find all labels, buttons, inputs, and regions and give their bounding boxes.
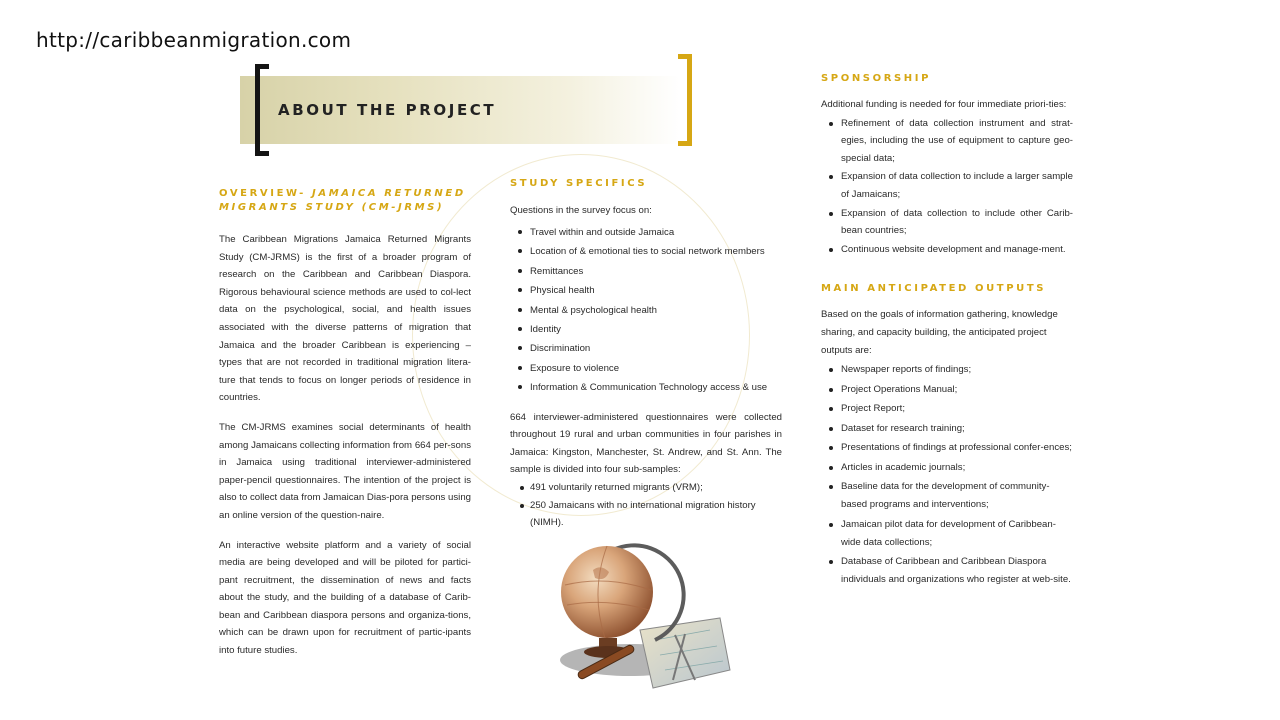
outputs-intro: Based on the goals of information gathering, knowledge sharing, and capacity building, the anticipated project outputs are: <box>821 309 1058 356</box>
list-item: Newspaper reports of findings; <box>821 361 1073 379</box>
right-bracket <box>678 54 692 146</box>
sponsorship-list <box>821 115 1073 259</box>
source-url[interactable]: http://caribbeanmigration.com <box>36 28 352 52</box>
globe-icon <box>535 530 735 705</box>
overview-heading <box>219 187 471 215</box>
list-item: Project Operations Manual; <box>821 381 1073 399</box>
list-item: Location of & emotional ties to social network members <box>510 242 782 261</box>
list-item: Baseline data for the development of community-based programs and interventions; <box>821 478 1073 514</box>
overview-paragraph: An interactive website platform and a variety of social media are being developed and will be piloted for partici-pant recruitment, the dissemination of news and facts about the study, and the building of a database of Carib-bean and Caribbean diaspora persons and organiza-tions, which can be drawn upon for recruitment of partic-ipants into future studies. <box>219 539 471 657</box>
sample-list <box>510 479 782 532</box>
list-item: Expansion of data collection to include other Carib-bean countries; <box>821 205 1073 240</box>
list-item: Refinement of data collection instrument and strat-egies, including the use of equipment to capture geo-special data; <box>821 115 1073 168</box>
list-item: Mental & psychological health <box>510 301 782 320</box>
study-column <box>510 177 782 532</box>
study-list <box>510 223 782 398</box>
sponsorship-intro: Additional funding is needed for four immediate priori-ties: <box>821 99 1067 110</box>
study-heading: STUDY SPECIFICS <box>510 178 648 189</box>
list-item: Remittances <box>510 262 782 281</box>
overview-heading-part2: JAMAICA RETURNED <box>312 188 466 199</box>
sample-text-continued: (NIMH). <box>530 517 564 529</box>
list-item: Articles in academic journals; <box>821 459 1073 477</box>
list-item: Jamaican pilot data for development of Caribbean-wide data collections; <box>821 516 1073 552</box>
overview-column <box>219 187 471 672</box>
left-bracket <box>255 64 269 156</box>
list-item: Discrimination <box>510 339 782 358</box>
list-item: Expansion of data collection to include a larger sample of Jamaicans; <box>821 168 1073 203</box>
right-column <box>821 72 1073 591</box>
overview-heading-part1: OVERVIEW- <box>219 188 306 199</box>
list-item: 491 voluntarily returned migrants (VRM); <box>510 479 782 497</box>
study-paragraph: 664 interviewer-administered questionnaires were collected throughout 19 rural and urban communities in four parishes in Jamaica: Kingston, Manchester, St. Andrew, and St. Ann. The sample is divided into four sub-samples: <box>510 411 782 476</box>
overview-paragraph: The CM-JRMS examines social determinants of health among Jamaicans collecting information from 664 per-sons in Jamaica using traditional interviewer-administered paper-pencil questionnaires. The intention of the project is also to collect data from Jamaican Dias-pora persons using an online version of the question-naire. <box>219 421 471 521</box>
sponsorship-heading: SPONSORSHIP <box>821 73 932 84</box>
list-item: Physical health <box>510 281 782 300</box>
outputs-list <box>821 361 1073 589</box>
list-item: Travel within and outside Jamaica <box>510 223 782 242</box>
list-item: Continuous website development and manage-ment. <box>821 241 1073 259</box>
list-item: Exposure to violence <box>510 359 782 378</box>
list-item: Information & Communication Technology access & use <box>510 378 782 397</box>
list-item: Dataset for research training; <box>821 420 1073 438</box>
page-title: ABOUT THE PROJECT <box>278 101 497 119</box>
outputs-heading: MAIN ANTICIPATED OUTPUTS <box>821 283 1047 295</box>
list-item: Project Report; <box>821 400 1073 418</box>
list-item: Database of Caribbean and Caribbean Diaspora individuals and organizations who register at web-site. <box>821 553 1073 589</box>
list-item: Presentations of findings at professional confer-ences; <box>821 439 1073 457</box>
globe-illustration <box>535 530 735 705</box>
sample-text: 250 Jamaicans with no international migration history <box>530 499 756 511</box>
study-intro: Questions in the survey focus on: <box>510 205 652 216</box>
overview-heading-line2: MIGRANTS STUDY (CM-JRMS) <box>219 202 445 213</box>
overview-paragraph: The Caribbean Migrations Jamaica Returned Migrants Study (CM-JRMS) is the first of a broader program of research on the Caribbean and Caribbean Diaspora. Rigorous behavioural science methods are used to col-lect data on the psychological, social, and health issues associated with the diverse patterns of migration that Jamaica and the broader Caribbean is experiencing – types that are not recorded in traditional migration litera-ture that tends to focus on longer periods of residence in countries. <box>219 234 471 404</box>
list-item <box>510 497 782 532</box>
list-item: Identity <box>510 320 782 339</box>
